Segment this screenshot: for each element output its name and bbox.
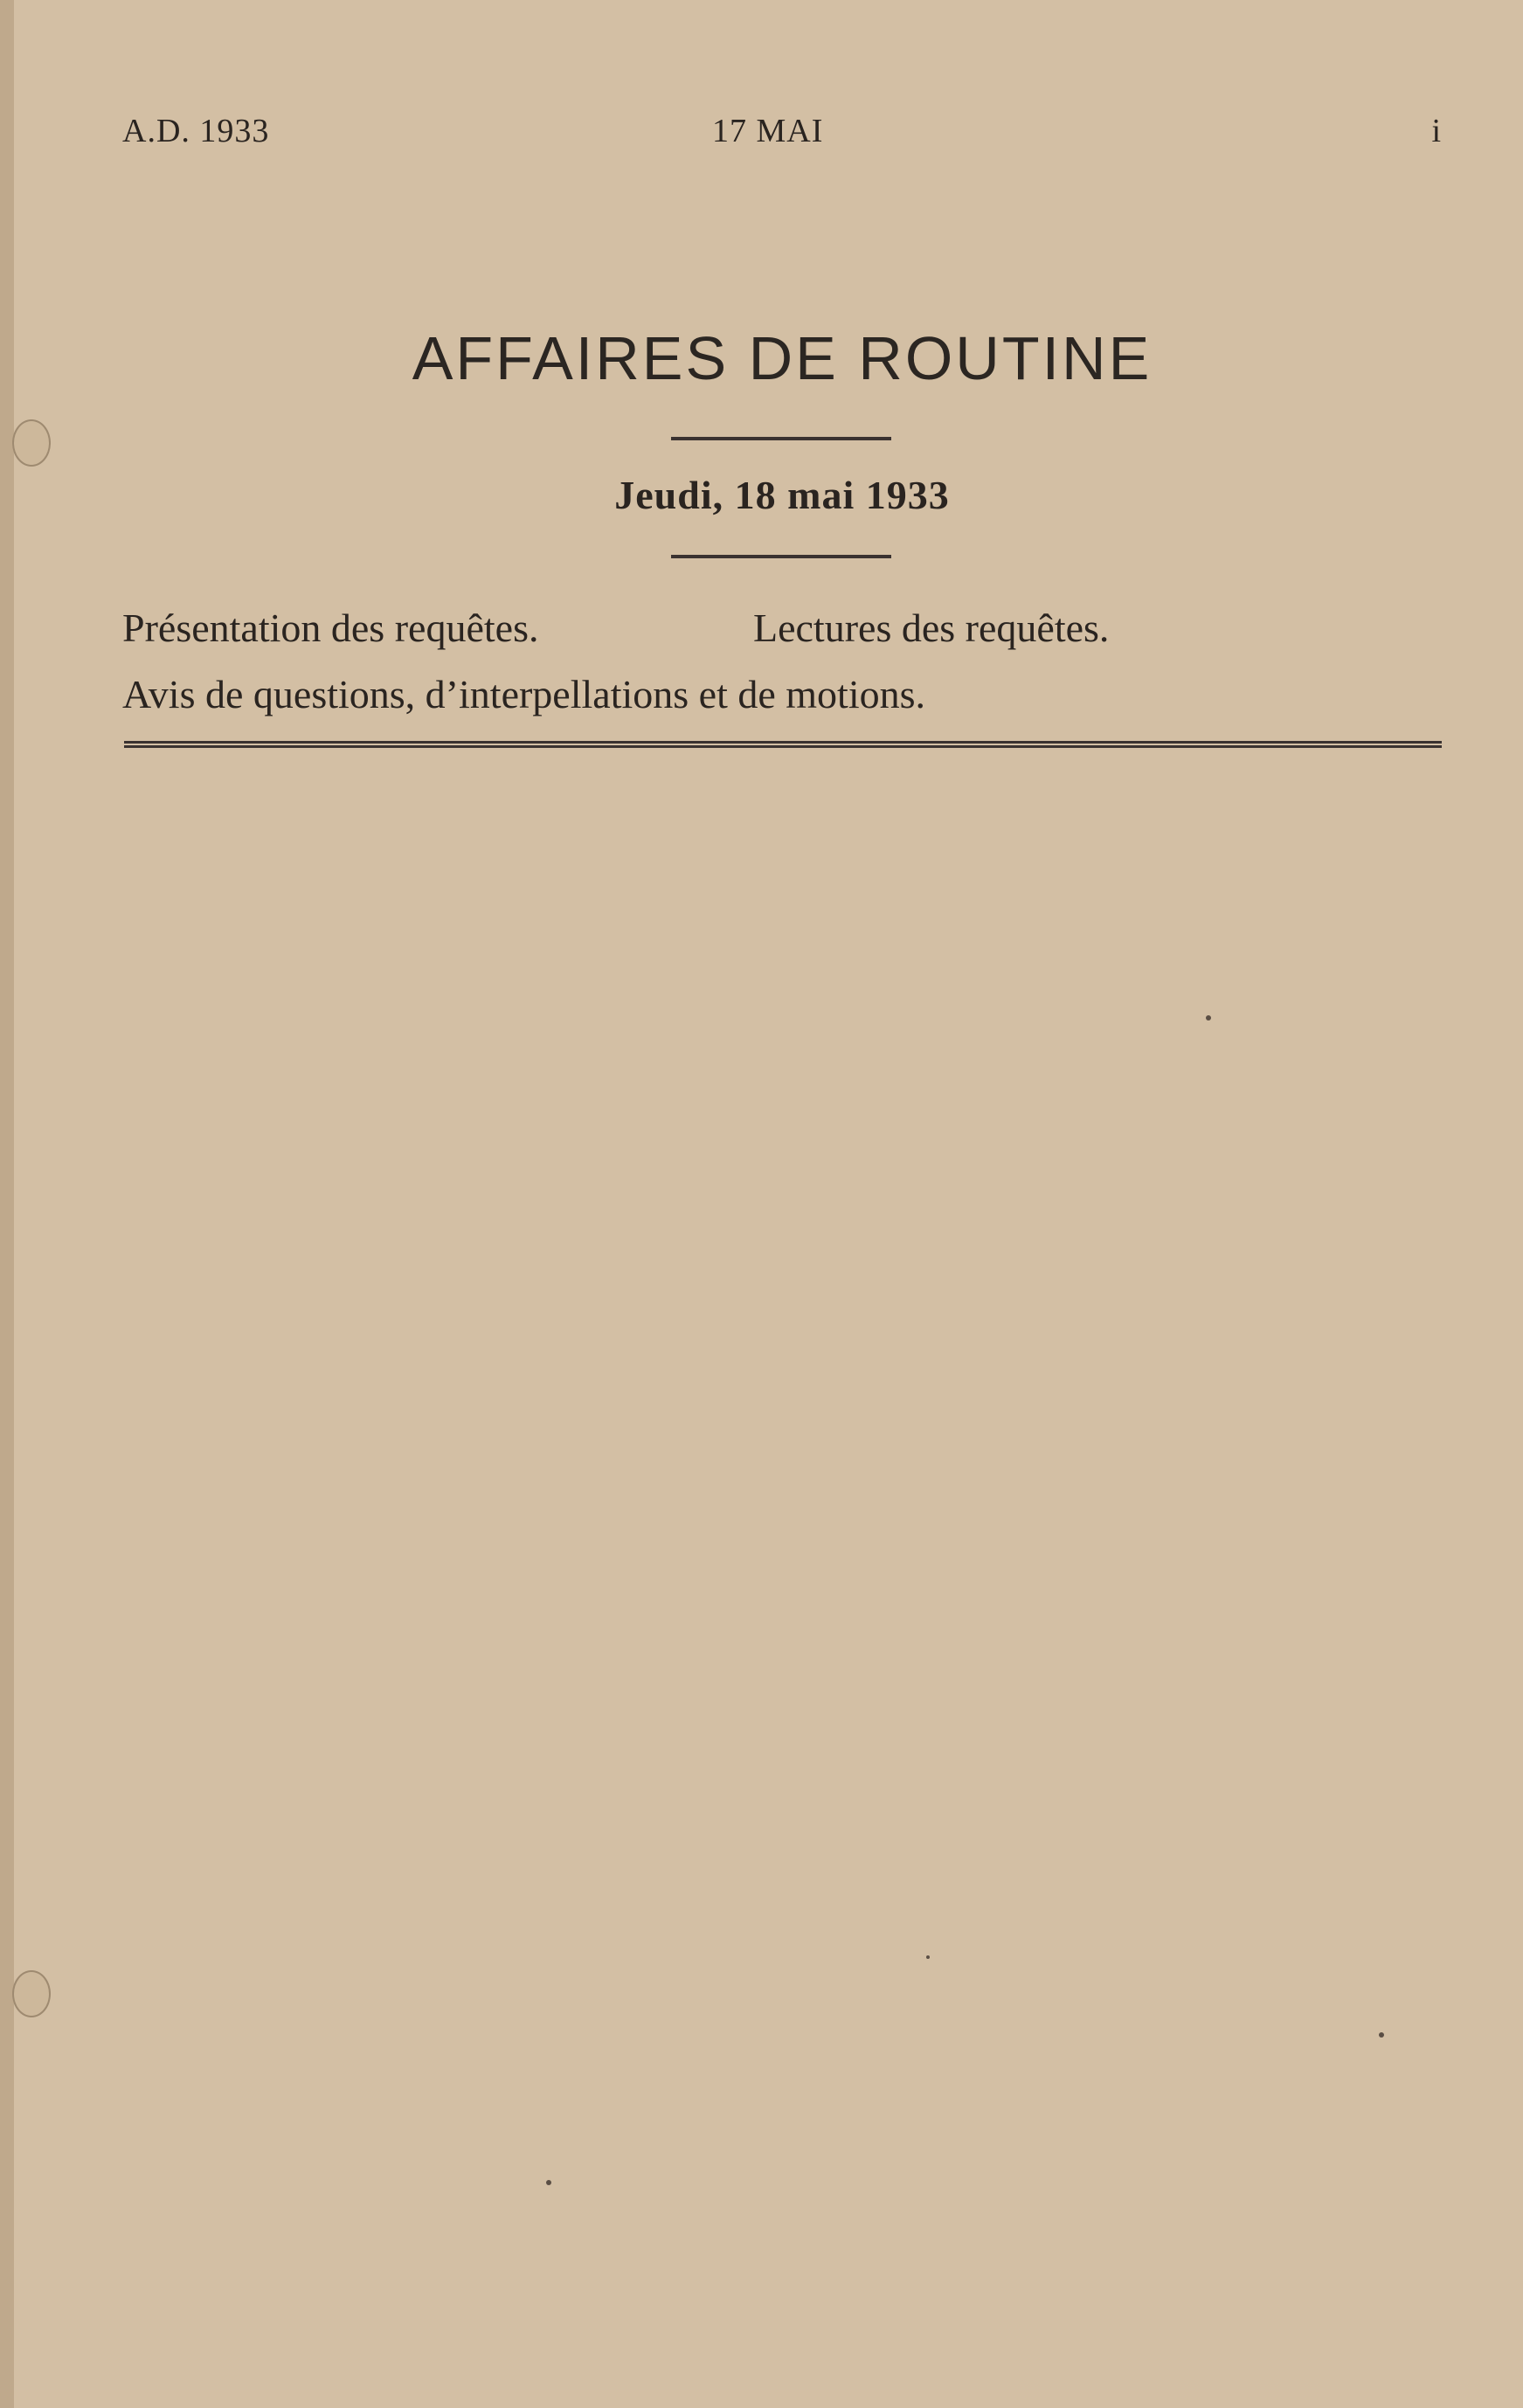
running-head <box>122 112 1442 156</box>
running-head-year: A.D. 1933 <box>122 113 270 149</box>
routine-item-lectures: Lectures des requêtes. <box>753 605 1110 650</box>
routine-item-avis: Avis de questions, d’interpellations et de motions. <box>122 672 926 716</box>
routine-item-presentation: Présentation des requêtes. <box>122 605 539 650</box>
session-date: Jeudi, 18 mai 1933 <box>614 473 950 517</box>
paper-speck <box>1379 2032 1384 2038</box>
title-rule <box>671 437 891 440</box>
paper-speck <box>1206 1015 1211 1021</box>
date-rule <box>671 555 891 558</box>
routine-line-1 <box>122 605 1450 651</box>
paper-speck <box>546 2180 551 2185</box>
punch-hole-bottom <box>12 1970 51 2017</box>
page-title: AFFAIRES DE ROUTINE <box>412 324 1153 392</box>
punch-hole-top <box>12 419 51 467</box>
page-number: i <box>1431 113 1442 149</box>
routine-line-2 <box>122 671 1450 717</box>
running-head-date: 17 MAI <box>712 113 824 149</box>
paper-speck <box>926 1955 930 1959</box>
section-double-rule <box>124 741 1442 748</box>
